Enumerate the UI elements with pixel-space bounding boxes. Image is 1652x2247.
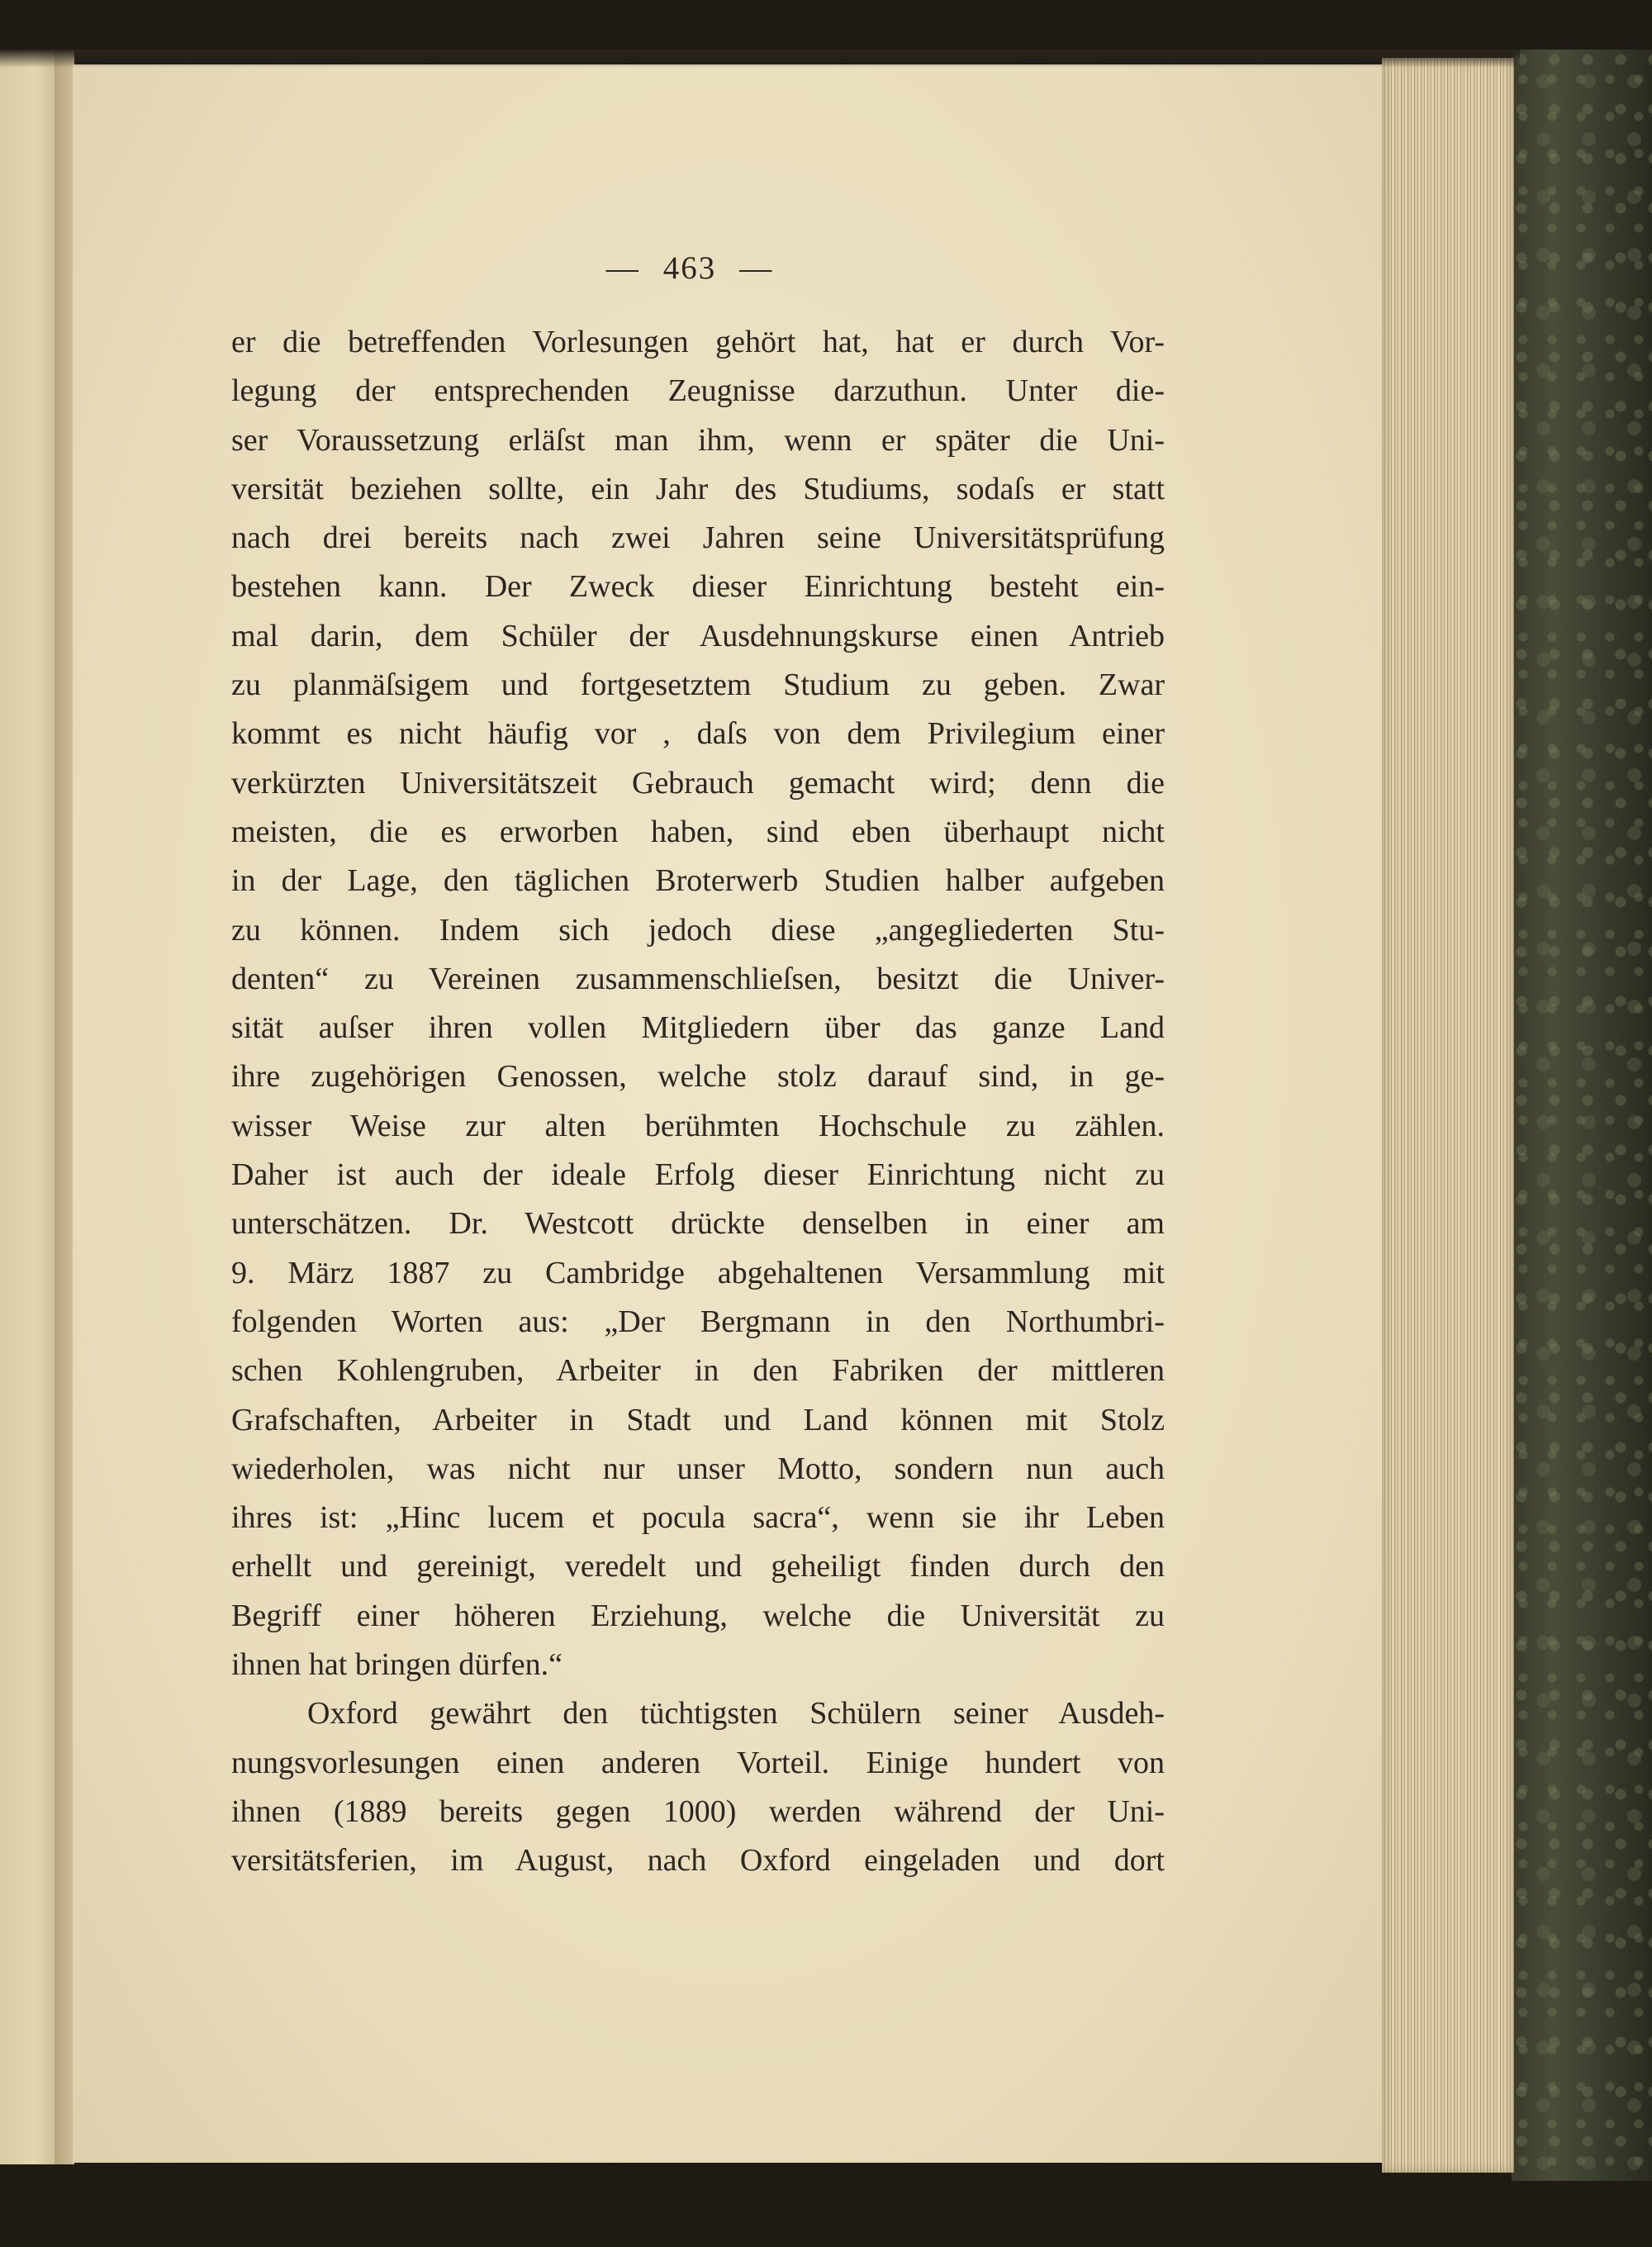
header-dash-right: —: [739, 250, 774, 286]
text-line: erhellt und gereinigt, veredelt und geheiligt finden durch den: [231, 1549, 1165, 1584]
text-line: bestehen kann. Der Zweck dieser Einrichtung besteht ein-: [231, 569, 1165, 605]
book-cover-edge: [1512, 50, 1652, 2181]
page-number: 463: [662, 250, 717, 286]
top-shadow: [0, 50, 1520, 68]
text-line: Begriff einer höheren Erziehung, welche die Universität zu: [231, 1598, 1165, 1633]
text-line: Daher ist auch der ideale Erfolg dieser Einrichtung nicht zu: [231, 1157, 1165, 1193]
text-line: verkürzten Universitätszeit Gebrauch gemacht wird; denn die: [231, 765, 1165, 800]
text-line: nach drei bereits nach zwei Jahren seine Universitätsprüfung: [231, 520, 1165, 556]
text-line: wisser Weise zur alten berühmten Hochschule zu zählen.: [231, 1108, 1165, 1143]
text-line: zu planmäſsigem und fortgesetztem Studium zu geben. Zwar: [231, 667, 1165, 703]
text-line: er die betreffenden Vorlesungen gehört hat, hat er durch Vor-: [231, 325, 1165, 359]
text-line: versität beziehen sollte, ein Jahr des Studiums, sodaſs er statt: [231, 471, 1165, 506]
text-line: ihre zugehörigen Genossen, welche stolz darauf sind, in ge-: [231, 1059, 1165, 1095]
book-gutter: [55, 50, 74, 2164]
text-line: ihnen (1889 bereits gegen 1000) werden während der Uni-: [231, 1793, 1165, 1829]
text-line: folgenden Worten aus: „Der Bergmann in den Northumbri-: [231, 1304, 1165, 1339]
text-line: sität auſser ihren vollen Mitgliedern über das ganze Land: [231, 1010, 1165, 1046]
text-line: unterschätzen. Dr. Westcott drückte denselben in einer am: [231, 1206, 1165, 1242]
text-line: wiederholen, was nicht nur unser Motto, sondern nun auch: [231, 1451, 1165, 1486]
text-line: zu können. Indem sich jedoch diese „angegliederten Stu-: [231, 912, 1165, 948]
text-line: mal darin, dem Schüler der Ausdehnungskurse einen Antrieb: [231, 618, 1165, 653]
text-line: Oxford gewährt den tüchtigsten Schülern seiner Ausdeh-: [307, 1696, 1165, 1732]
previous-page-edge: [0, 50, 58, 2164]
header-dash-left: —: [605, 250, 640, 286]
text-line: ihnen hat bringen dürfen.“: [231, 1647, 563, 1683]
page-header: [0, 249, 1379, 287]
body-text: [231, 318, 1165, 1886]
text-line: ser Voraussetzung erläſst man ihm, wenn er später die Uni-: [231, 422, 1165, 458]
text-line: denten“ zu Vereinen zusammenschlieſsen, besitzt die Univer-: [231, 961, 1165, 996]
text-line: kommt es nicht häufig vor , daſs von dem Privilegium einer: [231, 716, 1165, 752]
text-line: Grafschaften, Arbeiter in Stadt und Land können mit Stolz: [231, 1402, 1165, 1437]
text-line: in der Lage, den täglichen Broterwerb Studien halber aufgeben: [231, 863, 1165, 899]
text-line: ihres ist: „Hinc lucem et pocula sacra“, wenn sie ihr Leben: [231, 1500, 1165, 1536]
text-line: meisten, die es erworben haben, sind eben überhaupt nicht: [231, 814, 1165, 849]
page-stack-fore-edge: [1382, 58, 1514, 2173]
text-line: legung der entsprechenden Zeugnisse darzuthun. Unter die-: [231, 373, 1165, 409]
text-line: 9. März 1887 zu Cambridge abgehaltenen Versammlung mit: [231, 1255, 1165, 1290]
text-line: versitätsferien, im August, nach Oxford eingeladen und dort: [231, 1843, 1165, 1879]
text-line: schen Kohlengruben, Arbeiter in den Fabriken der mittleren: [231, 1353, 1165, 1389]
text-line: nungsvorlesungen einen anderen Vorteil. Einige hundert von: [231, 1745, 1165, 1780]
